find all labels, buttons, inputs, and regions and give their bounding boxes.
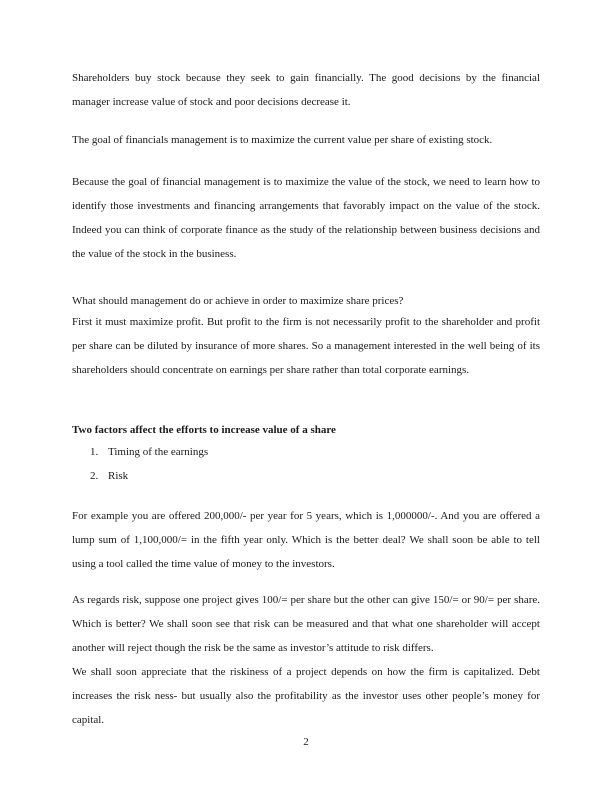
paragraph-maximize-profit: First it must maximize profit. But profit to the firm is not necessarily profit to the shareholder and profit per share can be diluted by insurance of more shares. So a management interested in the well being of its shareholders should concentrate on earnings per share rather than total corporate earnings. bbox=[72, 316, 540, 376]
paragraph-shareholders-gain: Shareholders buy stock because they seek to gain financially. The good decisions by the financial manager increase value of stock and poor decisions decrease it. bbox=[72, 72, 540, 108]
list-item bbox=[90, 464, 208, 488]
page-number: 2 bbox=[303, 736, 309, 748]
paragraph-timing-example: For example you are offered 200,000/- per year for 5 years, which is 1,000000/-. And you are offered a lump sum of 1,100,000/= in the fifth year only. Which is the better deal? We shall soon be able to tell using a tool called the time value of money to the investors. bbox=[72, 510, 540, 570]
list-item-number: 2. bbox=[90, 470, 99, 482]
list-item-number: 1. bbox=[90, 446, 99, 458]
paragraph-management-question: What should management do or achieve in order to maximize share prices? bbox=[72, 295, 404, 307]
paragraph-goal-statement: The goal of financials management is to maximize the current value per share of existing stock. bbox=[72, 134, 493, 146]
paragraph-capitalization: We shall soon appreciate that the riskiness of a project depends on how the firm is capitalized. Debt increases the risk ness- but usually also the profitability as the investor uses other people’s money for capital. bbox=[72, 666, 540, 726]
section-heading-two-factors: Two factors affect the efforts to increase value of a share bbox=[72, 424, 336, 436]
list-item bbox=[90, 440, 208, 464]
list-item-label: Timing of the earnings bbox=[108, 446, 209, 458]
paragraph-maximize-value: Because the goal of financial management is to maximize the value of the stock, we need to learn how to identify those investments and financing arrangements that favorably impact on the value of the stock. Indeed you can think of corporate finance as the study of the relationship between business decisions and the value of the stock in the business. bbox=[72, 176, 540, 260]
list-item-label: Risk bbox=[108, 470, 129, 482]
factors-list bbox=[90, 440, 208, 488]
paragraph-risk-example: As regards risk, suppose one project gives 100/= per share but the other can give 150/= or 90/= per share. Which is better? We shall soon see that risk can be measured and that what one shareholder will accept another will reject though the risk be the same as investor’s attitude to risk differs. bbox=[72, 594, 540, 654]
